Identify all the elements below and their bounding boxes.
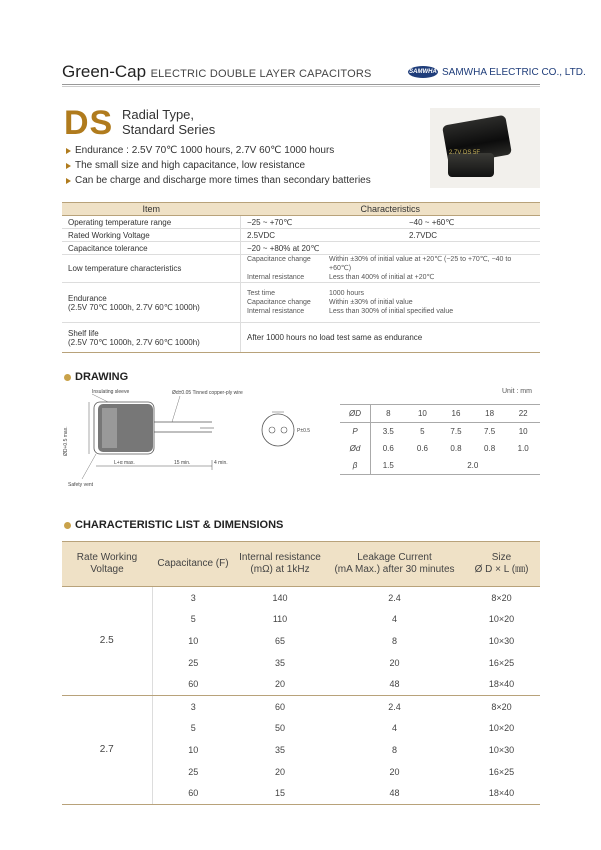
drawing-heading: DRAWING: [64, 371, 128, 383]
ct-header: Rate Working Voltage: [62, 542, 152, 587]
header-divider: [62, 84, 540, 85]
brand-name: SAMWHA ELECTRIC CO., LTD.: [442, 66, 586, 78]
feature-item: The small size and high capacitance, low resistance: [66, 158, 371, 173]
section-dot-icon: [64, 374, 71, 381]
table-row: 25 35 20 16×25: [188, 657, 515, 668]
spec-row: Operating temperature range −25 ~ +70℃ −40 ~ +60℃: [62, 216, 540, 229]
table-row: 10 65 8 10×30: [188, 635, 515, 646]
brand-logo: SAMWHA: [408, 66, 438, 78]
terminal-hole: [281, 427, 287, 433]
spec-row: Rated Working Voltage 2.5VDC 2.7VDC: [62, 229, 540, 242]
dims-row: Ød 0.6 0.6 0.8 0.8 1.0: [340, 440, 540, 457]
spec-row: Capacitance tolerance −20 ~ +80% at 20℃: [62, 242, 540, 255]
table-row: 2.7 3 60 2.4 8×20: [62, 695, 540, 717]
dims-row: P 3.5 5 7.5 7.5 10: [340, 423, 540, 441]
spec-header-characteristics: Characteristics: [241, 203, 541, 216]
voltage-cell: 2.5: [62, 587, 152, 696]
bullet-triangle-icon: [66, 163, 71, 169]
capacitor-marking: 2.7V DS 5F: [449, 150, 481, 156]
unit-label: Unit : mm: [502, 388, 532, 395]
table-row: 25 20 20 16×25: [188, 766, 515, 777]
label-lead: 15 min.: [174, 460, 191, 466]
ct-header: Capacitance (F): [152, 542, 234, 587]
charlist-heading: CHARACTERISTIC LIST & DIMENSIONS: [64, 519, 283, 531]
dims-row: β 1.5 2.0: [340, 457, 540, 475]
label-diameter: ØD+0.5 max.: [63, 426, 69, 456]
spec-row: Low temperature characteristics Capacitance change Within ±30% of initial value at +20℃ (−25 to +70℃, −40 to +60℃) Internal resistance Less than 400% of initial at +20℃: [62, 255, 540, 283]
table-row: 5 110 4 10×20: [190, 614, 515, 625]
label-pitch: P±0.5: [297, 428, 311, 434]
bullet-triangle-icon: [66, 148, 71, 154]
terminal-hole: [269, 427, 275, 433]
ct-header-row: [62, 542, 540, 587]
series-line-1: Radial Type,: [122, 107, 195, 122]
series-description: [122, 107, 215, 137]
capacitor-end-view: [262, 414, 294, 446]
capacitor-body-image-2: [448, 153, 494, 177]
ct-header: Internal resistance (mΩ) at 1kHz: [234, 542, 326, 587]
feature-list: [66, 143, 371, 188]
table-row: 60 15 48 18×40: [62, 782, 540, 804]
section-dot-icon: [64, 522, 71, 529]
dimension-drawing: [62, 384, 332, 494]
label-vent: Safety vent: [68, 482, 94, 488]
page-title: [62, 62, 372, 82]
leader-wire: [172, 396, 180, 422]
spec-row: Endurance (2.5V 70℃ 1000h, 2.7V 60℃ 1000h) Test time 1000 hours Capacitance change Within ±30% of initial value Internal resistance Less than 300% of initial specified value: [62, 283, 540, 323]
label-four: 4 min.: [214, 460, 228, 466]
table-row: 60 20 48 18×40: [62, 673, 540, 695]
leader-vent: [82, 454, 96, 479]
characteristic-table: [62, 541, 540, 805]
feature-item: Endurance : 2.5V 70℃ 1000 hours, 2.7V 60℃ 1000 hours: [66, 143, 371, 158]
voltage-cell: 2.7: [62, 695, 152, 804]
product-name: Green-Cap: [62, 62, 147, 81]
ct-header: Leakage Current (mA Max.) after 30 minutes: [326, 542, 463, 587]
spec-table: [62, 202, 540, 353]
product-subtitle: ELECTRIC DOUBLE LAYER CAPACITORS: [150, 68, 372, 80]
dimensions-table: [340, 404, 540, 475]
leader-sleeve: [92, 394, 108, 402]
table-row: 2.5 3 140 2.4 8×20: [62, 587, 540, 609]
header-divider-2: [62, 86, 540, 87]
feature-item: Can be charge and discharge more times than secondary batteries: [66, 173, 371, 188]
spec-row: Shelf life (2.5V 70℃ 1000h, 2.7V 60℃ 1000h) After 1000 hours no load test same as endurance: [62, 323, 540, 353]
dims-row: ØD 8 10 16 18 22: [340, 405, 540, 423]
label-sleeve: Insulating sleeve: [92, 389, 130, 395]
label-wire: Ød±0.05 Tinned copper-ply wire: [172, 390, 243, 396]
brand: [408, 66, 586, 78]
spec-header-row: [62, 203, 540, 216]
series-code: DS: [64, 104, 114, 142]
bullet-triangle-icon: [66, 178, 71, 184]
capacitor-highlight: [102, 408, 117, 448]
ct-header: Size Ø D × L (㎜): [463, 542, 540, 587]
table-row: 10 35 8 10×30: [188, 744, 515, 755]
series-line-2: Standard Series: [122, 122, 216, 137]
table-row: 5 50 4 10×20: [190, 723, 515, 734]
label-length: L+α max.: [114, 460, 135, 466]
spec-header-item: Item: [62, 203, 241, 216]
